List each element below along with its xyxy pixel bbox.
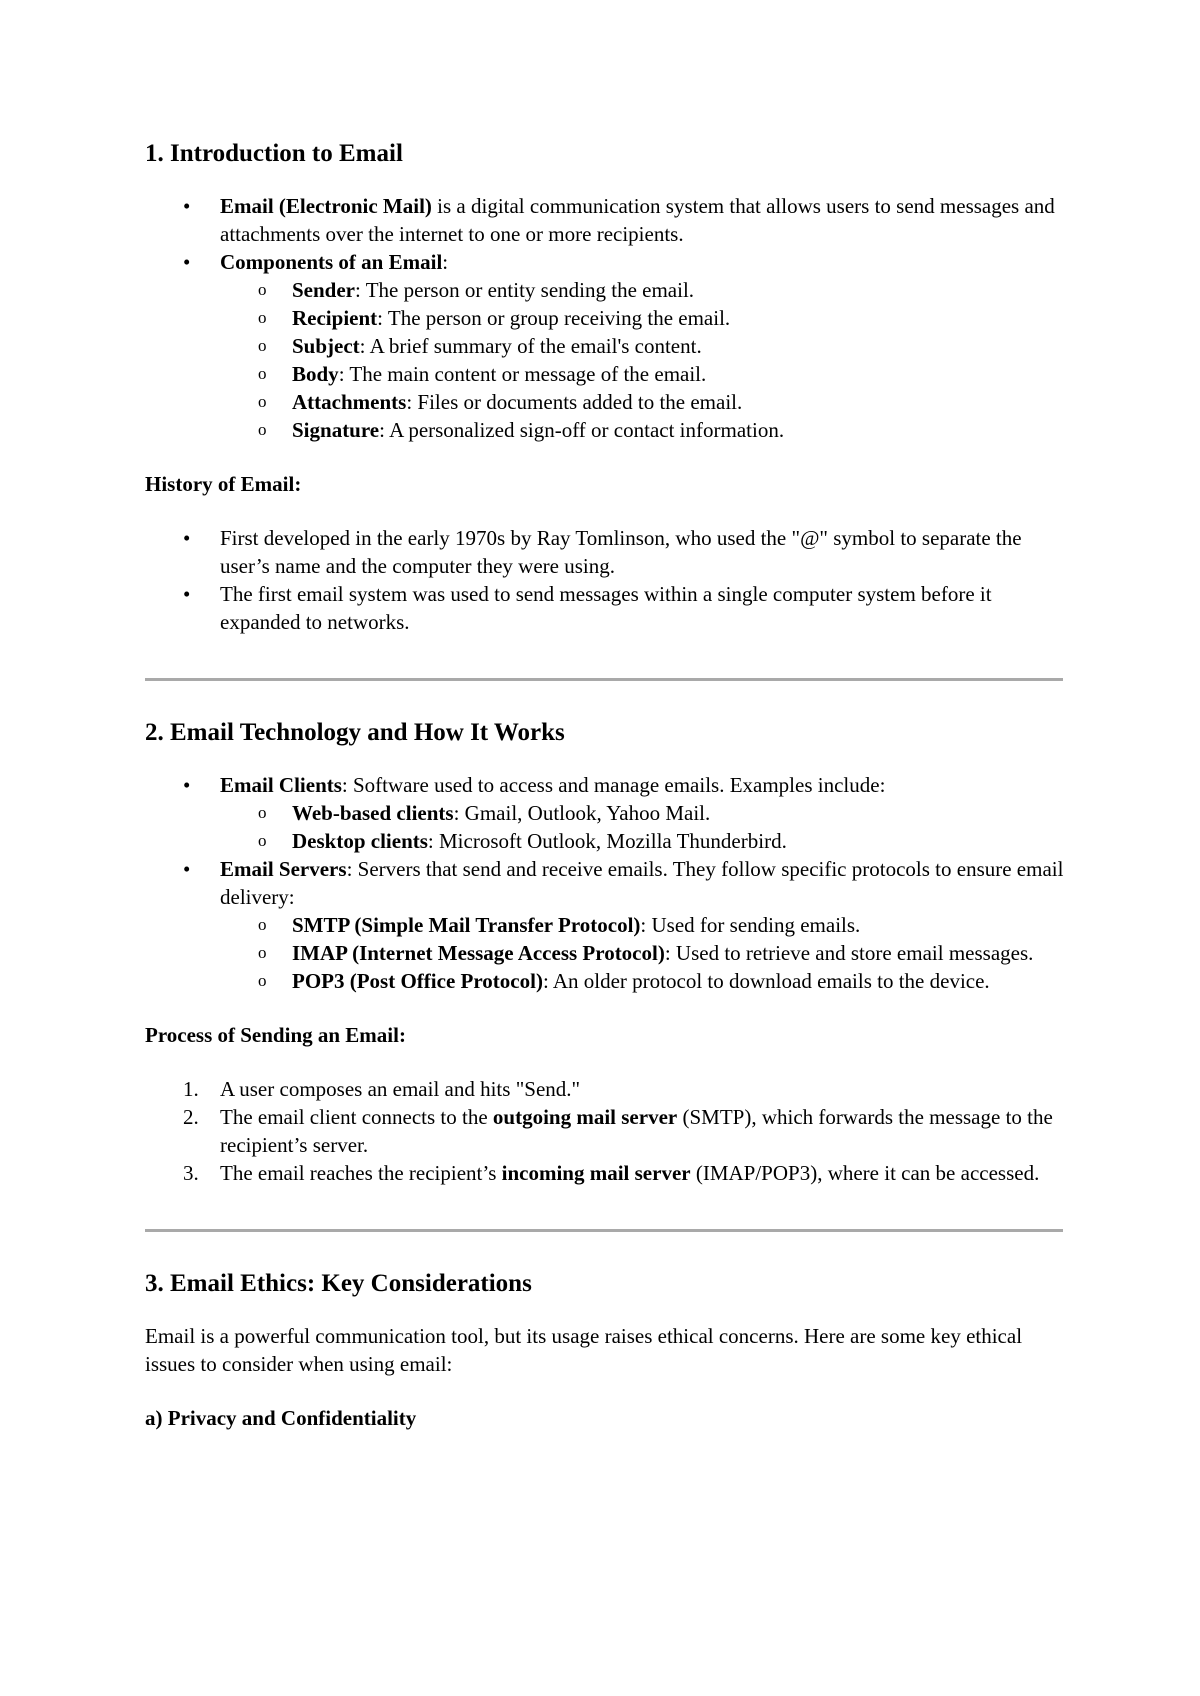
- horizontal-rule: [145, 1229, 1063, 1232]
- sub-list-item: [220, 304, 1065, 332]
- term: Recipient: [292, 306, 378, 330]
- definition: : Gmail, Outlook, Yahoo Mail.: [453, 801, 711, 825]
- term: Desktop clients: [292, 829, 428, 853]
- definition: : The person or group receiving the email.: [377, 306, 731, 330]
- step-text: The email reaches the recipient’s: [220, 1161, 502, 1185]
- clients-list: [220, 799, 1065, 855]
- step-number: 2.: [183, 1105, 199, 1129]
- definition: : A brief summary of the email's content.: [359, 334, 702, 358]
- definition: : Files or documents added to the email.: [406, 390, 743, 414]
- list-item: [145, 524, 1065, 580]
- definition: is a digital communication system that allows users to send messages and attachments over the internet to one or more recipients.: [220, 194, 1055, 246]
- item-text: First developed in the early 1970s by Ray Tomlinson, who used the "@" symbol to separate the user’s name and the computer they were using.: [220, 526, 1022, 578]
- sub-bullet-icon: o: [258, 420, 267, 439]
- bullet-icon: •: [183, 250, 191, 274]
- sub-list-item: [220, 827, 1065, 855]
- definition: :: [442, 250, 449, 274]
- sub-list-item: [220, 416, 1065, 444]
- sub-list-item: [220, 939, 1065, 967]
- bullet-icon: •: [183, 582, 191, 606]
- definition: : Microsoft Outlook, Mozilla Thunderbird.: [427, 829, 787, 853]
- definition: : The person or entity sending the email.: [355, 278, 695, 302]
- sub-bullet-icon: o: [258, 803, 267, 822]
- sub-list-item: [220, 911, 1065, 939]
- step-text: The email client connects to the: [220, 1105, 493, 1129]
- term: Body: [292, 362, 339, 386]
- definition: : An older protocol to download emails to the device.: [542, 969, 990, 993]
- term: Sender: [292, 278, 355, 302]
- sub-bullet-icon: o: [258, 280, 267, 299]
- term: Email Clients: [220, 773, 342, 797]
- list-item: [145, 580, 1065, 636]
- term: SMTP (Simple Mail Transfer Protocol): [292, 913, 641, 937]
- bullet-icon: •: [183, 526, 191, 550]
- step-item: [145, 1103, 1065, 1159]
- list-item: [145, 192, 1065, 248]
- ethics-intro: Email is a powerful communication tool, but its usage raises ethical concerns. Here are some key ethical issues to consider when using email:: [145, 1324, 1023, 1376]
- list-item: [145, 771, 1065, 855]
- section-2-heading: 2. Email Technology and How It Works: [145, 719, 565, 746]
- term: IMAP (Internet Message Access Protocol): [292, 941, 665, 965]
- bullet-icon: •: [183, 773, 191, 797]
- step-item: [145, 1075, 1065, 1103]
- process-heading: Process of Sending an Email:: [145, 1023, 406, 1047]
- privacy-heading: a) Privacy and Confidentiality: [145, 1406, 417, 1430]
- steps-list: [145, 1075, 1065, 1187]
- sub-bullet-icon: o: [258, 364, 267, 383]
- sub-bullet-icon: o: [258, 336, 267, 355]
- list-item: [145, 855, 1065, 995]
- step-text: A user composes an email and hits "Send.": [220, 1077, 581, 1101]
- technology-list: [145, 771, 1065, 995]
- sub-list-item: [220, 276, 1065, 304]
- term: POP3 (Post Office Protocol): [292, 969, 543, 993]
- term: Attachments: [292, 390, 407, 414]
- sub-bullet-icon: o: [258, 915, 267, 934]
- item-text: The first email system was used to send messages within a single computer system before it expanded to networks.: [220, 582, 992, 634]
- step-emphasis: incoming mail server: [501, 1161, 691, 1185]
- step-number: 1.: [183, 1077, 199, 1101]
- term: Email Servers: [220, 857, 347, 881]
- document-page: [145, 138, 1065, 1432]
- sub-list-item: [220, 332, 1065, 360]
- term: Components of an Email: [220, 250, 443, 274]
- sub-list-item: [220, 967, 1065, 995]
- protocols-list: [220, 911, 1065, 995]
- sub-list-item: [220, 799, 1065, 827]
- definition: : A personalized sign-off or contact information.: [379, 418, 785, 442]
- bullet-icon: •: [183, 857, 191, 881]
- definition: : Used for sending emails.: [640, 913, 861, 937]
- horizontal-rule: [145, 678, 1063, 681]
- intro-list: [145, 192, 1065, 444]
- term: Signature: [292, 418, 380, 442]
- definition: : The main content or message of the email.: [338, 362, 707, 386]
- step-number: 3.: [183, 1161, 199, 1185]
- definition: : Servers that send and receive emails. They follow specific protocols to ensure email delivery:: [220, 857, 1064, 909]
- section-3-heading: 3. Email Ethics: Key Considerations: [145, 1270, 532, 1297]
- sub-list-item: [220, 388, 1065, 416]
- term: Email (Electronic Mail): [220, 194, 432, 218]
- definition: : Software used to access and manage emails. Examples include:: [341, 773, 886, 797]
- step-item: [145, 1159, 1065, 1187]
- step-text: (SMTP), which forwards the message to the recipient’s server.: [220, 1105, 1053, 1157]
- list-item: [145, 248, 1065, 444]
- term: Subject: [292, 334, 360, 358]
- term: Web-based clients: [292, 801, 454, 825]
- definition: : Used to retrieve and store email messages.: [664, 941, 1034, 965]
- sub-bullet-icon: o: [258, 831, 267, 850]
- bullet-icon: •: [183, 194, 191, 218]
- history-list: [145, 524, 1065, 636]
- sub-bullet-icon: o: [258, 971, 267, 990]
- history-heading: History of Email:: [145, 472, 302, 496]
- step-emphasis: outgoing mail server: [492, 1105, 678, 1129]
- sub-list-item: [220, 360, 1065, 388]
- section-1-heading: 1. Introduction to Email: [145, 140, 403, 167]
- sub-bullet-icon: o: [258, 943, 267, 962]
- step-text: (IMAP/POP3), where it can be accessed.: [690, 1161, 1040, 1185]
- sub-bullet-icon: o: [258, 392, 267, 411]
- components-list: [220, 276, 1065, 444]
- sub-bullet-icon: o: [258, 308, 267, 327]
